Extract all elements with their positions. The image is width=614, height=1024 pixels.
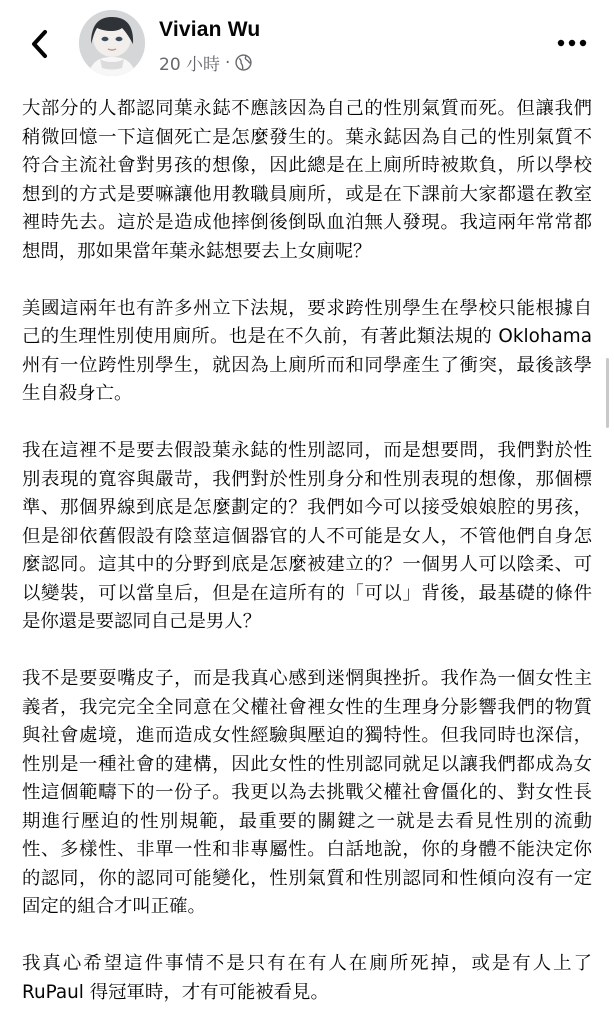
meta-separator: · [225, 52, 231, 73]
post-paragraph-2: 美國這兩年也有許多州立下法規，要求跨性別學生在學校只能根據自己的生理性別使用廁所。也是在不久前，有著此類法規的 Oklohama 州有一位跨性別學生，就因為上廁所而和同學產生了衝突，最後該學生自殺身亡。 [22, 297, 592, 404]
post-meta [159, 50, 252, 75]
profile-avatar-image [79, 10, 145, 76]
post-timestamp[interactable]: 20 小時 [159, 55, 221, 75]
post-paragraph-5: 我真心希望這件事情不是只有在有人在廁所死掉，或是有人上了 RuPaul 得冠軍時，才有可能被看見。 [22, 953, 592, 1003]
more-options-button[interactable] [552, 28, 592, 58]
post-paragraph-1: 大部分的人都認同葉永鋕不應該因為自己的性別氣質而死。但讓我們稍微回憶一下這個死亡是怎麼發生的。葉永鋕因為自己的性別氣質不符合主流社會對男孩的想像，因此總是在上廁所時被欺負，所以學校想到的方式是要嘛讓他用教職員廁所，或是在下課前大家都還在教室裡時先去。這於是造成他摔倒後倒臥血泊無人發現。我這兩年常常都想問，那如果當年葉永鋕想要去上女廁呢？ [22, 98, 592, 262]
post-paragraph-3: 我在這裡不是要去假設葉永鋕的性別認同，而是想要問，我們對於性別表現的寬容與嚴苛，我們對於性別身分和性別表現的想像，那個標準、那個界線到底是怎麼劃定的？我們如今可以接受娘娘腔的男孩，但是卻依舊假設有陰莖這個器官的人不可能是女人，不管他們自身怎麼認同。這其中的分野到底是怎麼被建立的？一個男人可以陰柔、可以變裝，可以當皇后，但是在這所有的「可以」背後，最基礎的條件是你還是要認同自己是男人？ [22, 440, 592, 632]
post-content [22, 95, 592, 1024]
post-header [0, 0, 614, 88]
globe-icon [235, 54, 252, 71]
back-button[interactable] [22, 24, 58, 64]
author-name[interactable]: Vivian Wu [159, 18, 261, 41]
chevron-left-icon [30, 29, 50, 59]
more-horizontal-icon [557, 39, 587, 47]
scrollbar[interactable] [606, 358, 609, 428]
avatar[interactable] [79, 10, 145, 76]
post-paragraph-4: 我不是要耍嘴皮子，而是我真心感到迷惘與挫折。我作為一個女性主義者，我完完全全同意在父權社會裡女性的生理身分影響我們的物質與社會處境，進而造成女性經驗與壓迫的獨特性。但我同時也深信，性別是一種社會的建構，因此女性的性別認同就足以讓我們都成為女性這個範疇下的一份子。我更以為去挑戰父權社會僵化的、對女性長期進行壓迫的性別規範，最重要的關鍵之一就是去看見性別的流動性、多樣性、非單一性和非專屬性。白話地說，你的身體不能決定你的認同，你的認同可能變化，性別氣質和性別認同和性傾向沒有一定固定的組合才叫正確。 [22, 668, 592, 917]
